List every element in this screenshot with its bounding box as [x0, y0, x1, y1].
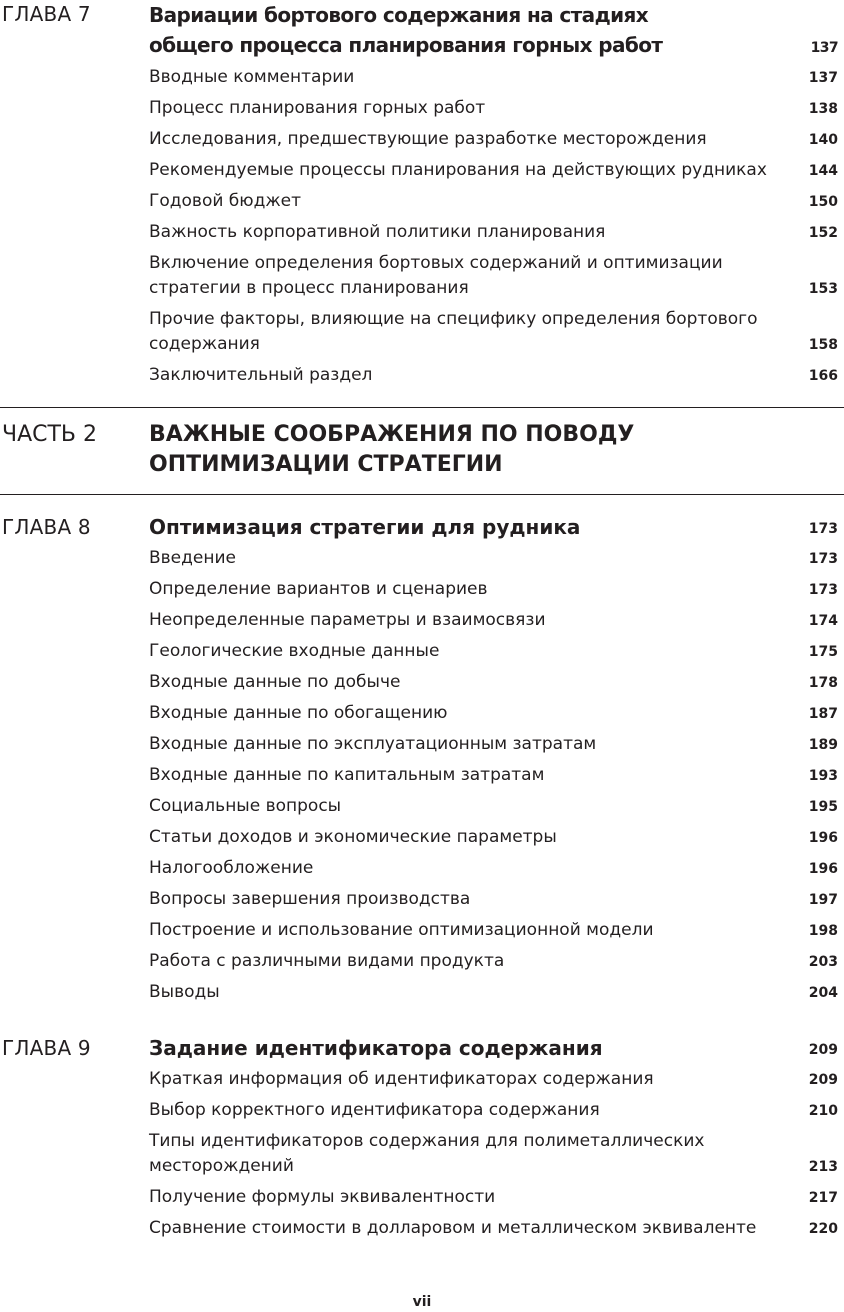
entry-title: Вопросы завершения производства [149, 889, 471, 909]
entry-page-number: 175 [808, 644, 838, 660]
chapter-title [149, 513, 838, 541]
toc-entry [149, 363, 838, 388]
chapter-page-number: 137 [810, 40, 838, 56]
chapter-page-number: 209 [808, 1042, 838, 1058]
toc-entry [149, 127, 838, 152]
entry-page-number: 150 [808, 194, 838, 210]
chapter-title [149, 0, 838, 60]
entry-page-number: 189 [808, 737, 838, 753]
divider [0, 494, 844, 495]
part-label: ЧАСТЬ 2 [2, 422, 98, 447]
entry-title: Важность корпоративной политики планирования [149, 222, 606, 242]
entry-page-number: 210 [808, 1103, 838, 1119]
entry-page-number: 158 [808, 337, 838, 353]
toc-entry [149, 546, 838, 571]
entry-page-number: 137 [808, 70, 838, 86]
entry-title: Процесс планирования горных работ [149, 98, 486, 118]
chapter-title-line-2: общего процесса планирования горных работ [149, 33, 663, 57]
entry-title: Выводы [149, 982, 220, 1002]
toc-entry [149, 158, 838, 183]
entry-title: Годовой бюджет [149, 191, 302, 211]
toc-entry [149, 1185, 838, 1210]
entry-title: Прочие факторы, влияющие на специфику определения бортового содержания [149, 309, 758, 354]
entry-title: Входные данные по добыче [149, 672, 401, 692]
entry-page-number: 196 [808, 830, 838, 846]
entry-title: Социальные вопросы [149, 796, 342, 816]
toc-entry [149, 887, 838, 912]
entry-title: Выбор корректного идентификатора содержания [149, 1100, 600, 1120]
chapter-9-block [0, 1034, 844, 1247]
entry-title: Исследования, предшествующие разработке месторождения [149, 129, 707, 149]
entry-page-number: 198 [808, 923, 838, 939]
entry-title: Входные данные по эксплуатационным затратам [149, 734, 597, 754]
toc-entry [149, 1067, 838, 1092]
entry-page-number: 174 [808, 613, 838, 629]
chapter-9-entries [149, 1067, 838, 1241]
entry-title: Неопределенные параметры и взаимосвязи [149, 610, 546, 630]
toc-entry [149, 96, 838, 121]
entry-page-number: 173 [808, 551, 838, 567]
part-title [149, 420, 844, 480]
toc-entry [149, 1098, 838, 1123]
page-number-footer: vii [412, 1294, 432, 1310]
toc-entry [149, 251, 838, 301]
chapter-title-text: Задание идентификатора содержания [149, 1036, 603, 1060]
toc-entry [149, 949, 838, 974]
entry-title: Работа с различными видами продукта [149, 951, 505, 971]
part-title-line-2: ОПТИМИЗАЦИИ СТРАТЕГИИ [149, 452, 503, 477]
entry-title: Типы идентификаторов содержания для полиметаллических месторождений [149, 1131, 705, 1176]
entry-title: Построение и использование оптимизационной модели [149, 920, 654, 940]
entry-page-number: 196 [808, 861, 838, 877]
entry-page-number: 152 [808, 225, 838, 241]
entry-page-number: 193 [808, 768, 838, 784]
chapter-title-text: Оптимизация стратегии для рудника [149, 515, 581, 539]
toc-entry [149, 1216, 838, 1241]
toc-entry [149, 65, 838, 90]
entry-title: Включение определения бортовых содержаний и оптимизации стратегии в процесс планирования [149, 253, 723, 298]
entry-title: Входные данные по обогащению [149, 703, 448, 723]
entry-page-number: 197 [808, 892, 838, 908]
chapter-label: ГЛАВА 8 [2, 515, 91, 539]
chapter-8-entries [149, 546, 838, 1005]
chapter-title [149, 1034, 838, 1062]
part-2-block [0, 420, 844, 480]
toc-entry [149, 825, 838, 850]
entry-title: Налогообложение [149, 858, 314, 878]
toc-entry [149, 189, 838, 214]
toc-entry [149, 763, 838, 788]
toc-entry [149, 918, 838, 943]
chapter-page-number: 173 [808, 521, 838, 537]
entry-page-number: 144 [808, 163, 838, 179]
toc-entry [149, 980, 838, 1005]
entry-page-number: 209 [808, 1072, 838, 1088]
divider [0, 407, 844, 408]
toc-entry [149, 732, 838, 757]
toc-entry [149, 1129, 838, 1179]
chapter-7-block [0, 0, 844, 388]
entry-title: Статьи доходов и экономические параметры [149, 827, 557, 847]
entry-page-number: 203 [808, 954, 838, 970]
chapter-title-line-1: Вариации бортового содержания на стадиях [149, 3, 649, 27]
entry-page-number: 204 [808, 985, 838, 1001]
entry-page-number: 138 [808, 101, 838, 117]
toc-entry [149, 608, 838, 633]
entry-page-number: 187 [808, 706, 838, 722]
entry-title: Рекомендуемые процессы планирования на действующих рудниках [149, 160, 767, 180]
entry-page-number: 166 [808, 368, 838, 384]
toc-entry [149, 577, 838, 602]
entry-title: Введение [149, 548, 236, 568]
entry-page-number: 195 [808, 799, 838, 815]
entry-page-number: 220 [808, 1221, 838, 1237]
toc-entry [149, 639, 838, 664]
toc-entry [149, 701, 838, 726]
entry-title: Определение вариантов и сценариев [149, 579, 488, 599]
chapter-7-entries [149, 65, 838, 388]
chapter-label: ГЛАВА 7 [2, 2, 91, 26]
toc-entry [149, 794, 838, 819]
toc-entry [149, 856, 838, 881]
entry-title: Входные данные по капитальным затратам [149, 765, 545, 785]
entry-page-number: 173 [808, 582, 838, 598]
entry-title: Вводные комментарии [149, 67, 355, 87]
entry-page-number: 153 [808, 281, 838, 297]
toc-entry [149, 307, 838, 357]
toc-entry [149, 670, 838, 695]
chapter-label: ГЛАВА 9 [2, 1036, 91, 1060]
entry-page-number: 140 [808, 132, 838, 148]
part-title-line-1: ВАЖНЫЕ СООБРАЖЕНИЯ ПО ПОВОДУ [149, 422, 635, 447]
entry-title: Краткая информация об идентификаторах содержания [149, 1069, 654, 1089]
entry-page-number: 213 [808, 1159, 838, 1175]
chapter-8-block [0, 513, 844, 1011]
entry-title: Геологические входные данные [149, 641, 440, 661]
toc-entry [149, 220, 838, 245]
entry-title: Заключительный раздел [149, 365, 373, 385]
entry-title: Получение формулы эквивалентности [149, 1187, 496, 1207]
entry-page-number: 178 [808, 675, 838, 691]
entry-page-number: 217 [808, 1190, 838, 1206]
entry-title: Сравнение стоимости в долларовом и металлическом эквиваленте [149, 1218, 757, 1238]
